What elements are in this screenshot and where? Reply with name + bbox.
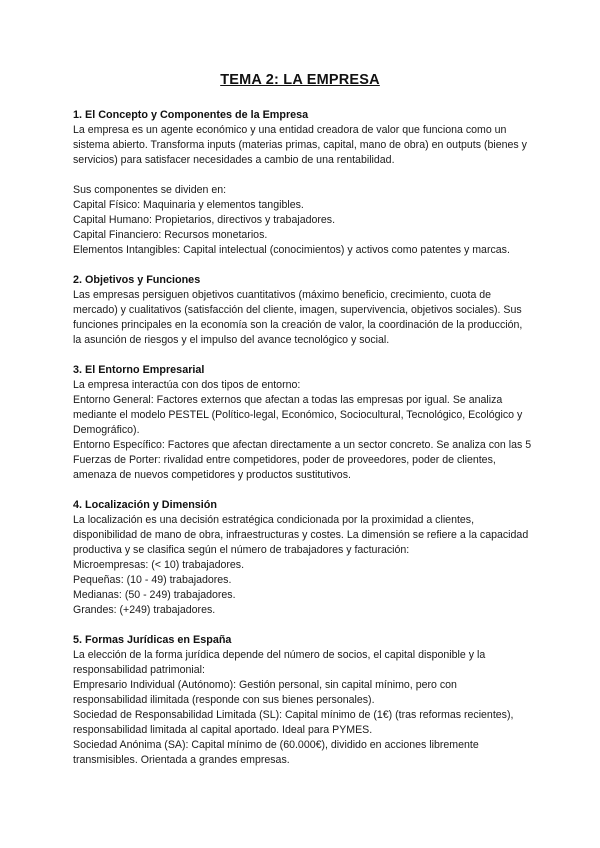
section-formas-juridicas	[73, 633, 533, 768]
document-body	[73, 108, 533, 783]
list-item: Grandes: (+249) trabajadores.	[73, 604, 216, 616]
section-entorno	[73, 363, 533, 483]
section-heading: 3. El Entorno Empresarial	[73, 364, 205, 376]
list-item: Capital Físico: Maquinaria y elementos tangibles.	[73, 199, 304, 211]
list-item: Capital Humano: Propietarios, directivos y trabajadores.	[73, 214, 336, 226]
paragraph-gap	[73, 168, 533, 183]
list-item: Sociedad Anónima (SA): Capital mínimo de (60.000€), dividido en acciones libremente transmisibles. Orientada a grandes empresas.	[73, 739, 479, 766]
section-heading: 2. Objetivos y Funciones	[73, 274, 201, 286]
list-item: Sociedad de Responsabilidad Limitada (SL): Capital mínimo de (1€) (tras reformas recientes), responsabilidad limitada al capital aportado. Ideal para PYMES.	[73, 709, 514, 736]
section-heading: 5. Formas Jurídicas en España	[73, 634, 232, 646]
list-item: Elementos Intangibles: Capital intelectual (conocimientos) y activos como patentes y marcas.	[73, 244, 510, 256]
paragraph: La empresa interactúa con dos tipos de entorno:	[73, 379, 301, 391]
list-item: Microempresas: (< 10) trabajadores.	[73, 559, 245, 571]
list-item: Medianas: (50 - 249) trabajadores.	[73, 589, 236, 601]
paragraph: La elección de la forma jurídica depende del número de socios, el capital disponible y la responsabilidad patrimonial:	[73, 649, 486, 676]
section-localizacion	[73, 498, 533, 618]
page-title: TEMA 2: LA EMPRESA	[220, 72, 380, 88]
section-heading: 1. El Concepto y Componentes de la Empresa	[73, 109, 309, 121]
section-concepto	[73, 108, 533, 258]
paragraph: Las empresas persiguen objetivos cuantitativos (máximo beneficio, crecimiento, cuota de mercado) y cualitativos (satisfacción del cliente, imagen, supervivencia, objetivos sociales). Sus funciones principales en la economía son la creación de valor, la coordinación de la producción, la asunción de riesgos y el impulso del avance tecnológico y social.	[73, 289, 523, 346]
list-item: Entorno General: Factores externos que afectan a todas las empresas por igual. Se analiza mediante el modelo PESTEL (Político-legal, Económico, Sociocultural, Tecnológico, Ecológico y Demográfico).	[73, 394, 523, 436]
list-item: Entorno Específico: Factores que afectan directamente a un sector concreto. Se analiza con las 5 Fuerzas de Porter: rivalidad entre competidores, poder de proveedores, poder de clientes, amenaza de nuevos competidores y productos sustitutivos.	[73, 439, 532, 481]
list-item: Pequeñas: (10 - 49) trabajadores.	[73, 574, 232, 586]
section-heading: 4. Localización y Dimensión	[73, 499, 217, 511]
list-item: Capital Financiero: Recursos monetarios.	[73, 229, 268, 241]
paragraph: La empresa es un agente económico y una entidad creadora de valor que funciona como un sistema abierto. Transforma inputs (materias primas, capital, mano de obra) en outputs (bienes y servicios) para satisfacer necesidades a cambio de una rentabilidad.	[73, 124, 527, 166]
paragraph: Sus componentes se dividen en:	[73, 184, 227, 196]
list-item: Empresario Individual (Autónomo): Gestión personal, sin capital mínimo, pero con responsabilidad ilimitada (responde con sus bienes personales).	[73, 679, 457, 706]
paragraph: La localización es una decisión estratégica condicionada por la proximidad a clientes, disponibilidad de mano de obra, infraestructuras y costes. La dimensión se refiere a la capacidad productiva y se clasifica según el número de trabajadores y facturación:	[73, 514, 529, 556]
section-objetivos	[73, 273, 533, 348]
